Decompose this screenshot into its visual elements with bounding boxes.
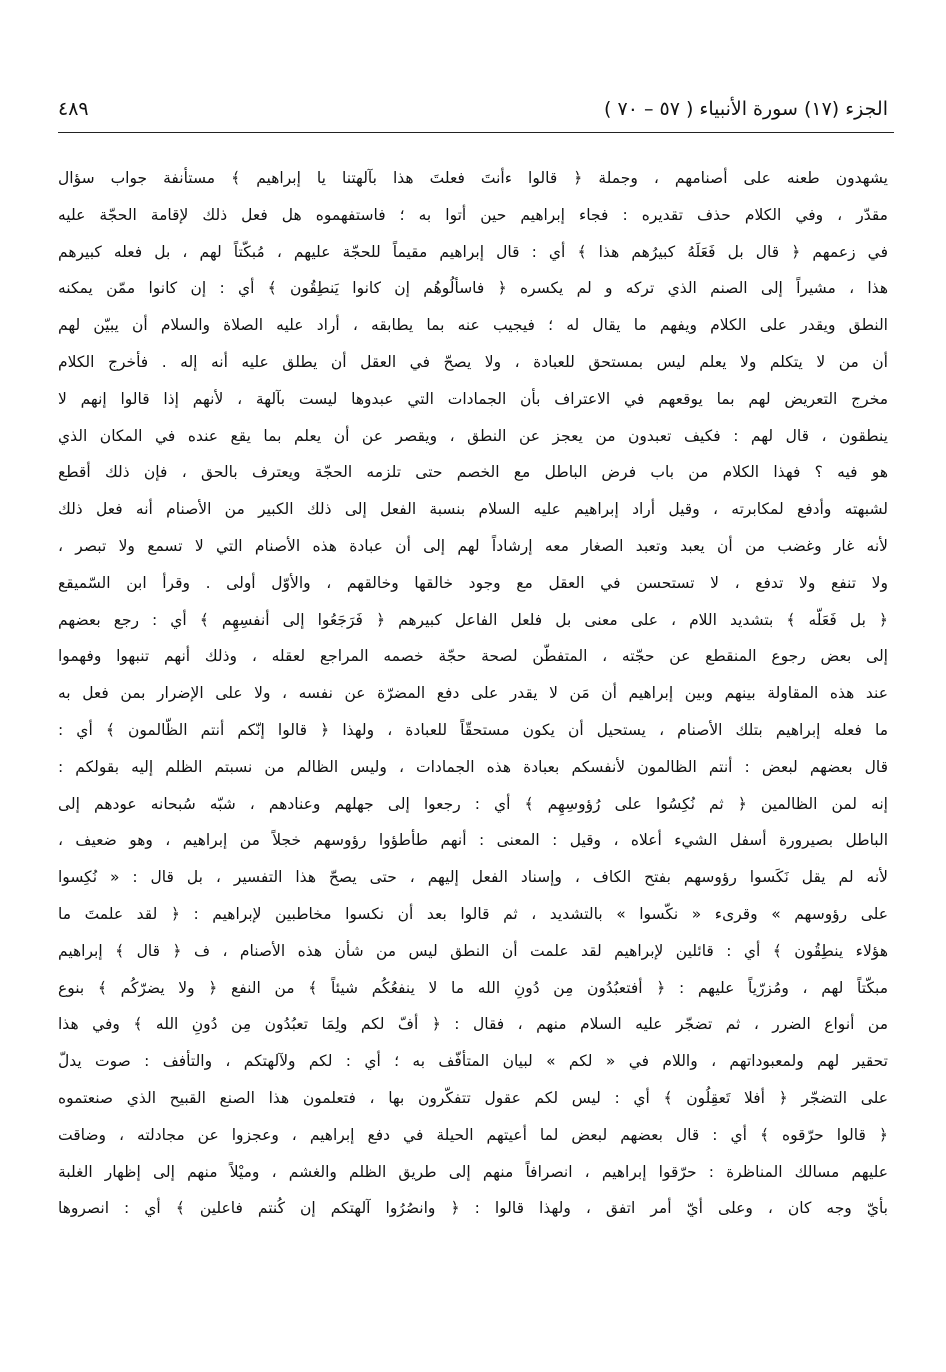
- text-line: على رؤوسهم » وقرىء « نكّسوا » بالتشديد ، ثم قالوا بعد أن نكسوا مخاطبين لإبراهيم : ﴿ لقد علمتَ ما: [58, 904, 888, 923]
- text-line: الباطل بصيرورة أسفل الشيء أعلاه ، وقيل : المعنى : أنهم طأطؤوا رؤوسهم خجلاً من إبراهيم ، وهو ضعيف ،: [58, 831, 888, 850]
- text-line: قال بعضهم لبعض : أنتم الظالمون لأنفسكم بعبادة هذه الجمادات ، وليس الظالم من نسبتم الظلم إليه بقولكم :: [58, 757, 888, 776]
- text-line: النطق ويقدر على الكلام ويفهم ما يقال له ؛ فيجيب عنه بما يطابقه ، أراد عليه الصلاة والسلام أن يبيّن لهم: [58, 316, 888, 335]
- text-line: ما فعله إبراهيم بتلك الأصنام ، يستحيل أن يكون مستحقّاً للعبادة ، ولهذا ﴿ قالوا إنّكم أنتم الظّالمون ﴾ أي :: [58, 720, 888, 739]
- header-rule: [58, 132, 894, 133]
- text-line: أن من لا يتكلم ولا يعلم ليس بمستحق للعبادة ، ولا يصحّ في العقل أن يطلق عليه أنه إله . فأخرج الكلام: [58, 352, 888, 371]
- text-line: تحقير لهم ولمعبوداتهم ، واللام في « لكم » لبيان المتأفّف به ؛ أي : لكم ولآلهتكم ، والتأفف : صوت يدلّ: [58, 1052, 888, 1071]
- text-line: مقدّر ، وفي الكلام حذف تقديره : فجاء إبراهيم حين أتوا به ؛ فاستفهموه هل فعل ذلك لإقامة الحجّة عليه: [58, 205, 888, 224]
- text-line: مبكّتاً لهم ، ومُزرّياً عليهم : ﴿ أفتعبُدُون مِن دُونِ الله ما لا ينفعُكُم شيئاً ﴾ من النفع ﴿ ولا يضرّكُم ﴾ بنوع: [58, 978, 888, 997]
- text-line: بأيّ وجه كان ، وعلى أيّ أمر اتفق ، ولهذا قالوا : ﴿ وانصُرُوا آلهتكم إن كُنتم فاعلين ﴾ أي : انصروها: [58, 1199, 888, 1218]
- text-line: لأنه لم يقل نَكَسوا رؤوسهم بفتح الكاف ، وإسناد الفعل إليهم ، حتى يصحّ هذا التفسير ، بل قال : « نُكِسوا: [58, 868, 888, 887]
- text-line: على التضجّر ﴿ أفلا تَعقِلُون ﴾ أي : ليس لكم عقول تتفكّرون بها ، فتعلمون هذا الصنع القبيح الذي صنعتموه: [58, 1088, 888, 1107]
- text-line: هو فيه ؟ فهذا الكلام من باب فرض الباطل مع الخصم حتى تلزمه الحجّة ويعترف بالحق ، فإن ذلك أقطع: [58, 463, 888, 482]
- text-line: لشبهته وأدفع لمكابرته ، وقيل أراد إبراهيم عليه السلام بنسبة الفعل إلى ذلك الكبير من الأصنام أنه فعل ذلك: [58, 500, 888, 519]
- text-line: ولا تنفع ولا تدفع ، لا تستحسن في العقل مع وجود خالقها وخالقهم ، والأوّل أولى . وقرأ ابن السّميقع: [58, 573, 888, 592]
- text-line: لأنه غار وغضب من أن يعبد وتعبد الصغار معه إرشاداً لهم إلى أن عبادة هذه الأصنام التي لا تسمع ولا تبصر ،: [58, 536, 888, 555]
- text-line: ﴿ قالوا حرّقوه ﴾ أي : قال بعضهم لبعض لما أعيتهم الحيلة في دفع إبراهيم ، وعجزوا عن مجادلته ، وضاقت: [58, 1125, 888, 1144]
- text-line: هذا ، مشيراً إلى الصنم الذي تركه و لم يكسره ﴿ فاسألُوهُم إن كانوا يَنطِقُون ﴾ أي : إن كانوا ممّن يمكنه: [58, 279, 888, 298]
- chapter-title: الجزء (١٧) سورة الأنبياء ( ٥٧ – ٧٠ ): [604, 98, 888, 120]
- text-line: في زعمهم ﴿ قال بل فَعَلَهُ كبيرُهم هذا ﴾ أي : قال إبراهيم مقيماً للحجّة عليهم ، مُبكّتاً لهم ، بل فعله كبيرهم: [58, 242, 888, 261]
- text-line: من أنواع الضرر ، ثم تضجّر عليه السلام منهم ، فقال : ﴿ أفّ لكم ولِمَا تعبُدُون مِن دُونِ الله ﴾ وفي هذا: [58, 1015, 888, 1034]
- text-line: إلى بعض رجوع المنقطع عن حجّته ، المتفطّن لصحة حجّة خصمه المراجع لعقله ، وذلك أنهم تنبهوا وفهموا: [58, 647, 888, 666]
- body-text: [58, 160, 888, 1227]
- text-line: هؤلاء ينطِقُون ﴾ أي : قائلين لإبراهيم لقد علمت أن النطق ليس من شأن هذه الأصنام ، ف ﴿ قال ﴾ إبراهيم: [58, 941, 888, 960]
- text-line: مخرج التعريض لهم بما يوقعهم في الاعتراف بأن الجمادات التي عبدوها ليست بآلهة ، لأنهم إذا قالوا إنهم لا: [58, 389, 888, 408]
- text-line: عند هذه المقاولة بينهم وبين إبراهيم أن مَن لا يقدر على دفع المضرّة عن نفسه ، ولا على الإضرار بمن فعل به: [58, 684, 888, 703]
- page-number: ٤٨٩: [58, 98, 89, 120]
- text-line: ينطقون ، قال لهم : فكيف تعبدون من يعجز عن النطق ، ويقصر عن أن يعلم بما يقع عنده في المكان الذي: [58, 426, 888, 445]
- text-line: إنه لمن الظالمين ﴿ ثم نُكِسُوا على رُؤوسِهِم ﴾ أي : رجعوا إلى جهلهم وعنادهم ، شبّه سُبحانه عودهم إلى: [58, 794, 888, 813]
- running-header: [58, 98, 888, 128]
- text-line: يشهدون طعنه على أصنامهم ، وجملة ﴿ قالوا ءأنتَ فعلتَ هذا بآلهتنا يا إبراهيم ﴾ مستأنفة جواب سؤال: [58, 169, 888, 187]
- text-line: عليهم مسالك المناظرة : حرّقوا إبراهيم ، انصرافاً منهم إلى طريق الظلم والغشم ، وميْلاً منهم إلى إظهار الغلبة: [58, 1162, 888, 1181]
- text-line: ﴿ بل فَعَلّه ﴾ بتشديد اللام ، على معنى بل فلعل الفاعل كبيرهم ﴿ فَرَجَعُوا إلى أنفسِهِم ﴾ أي : رجع بعضهم: [58, 610, 888, 629]
